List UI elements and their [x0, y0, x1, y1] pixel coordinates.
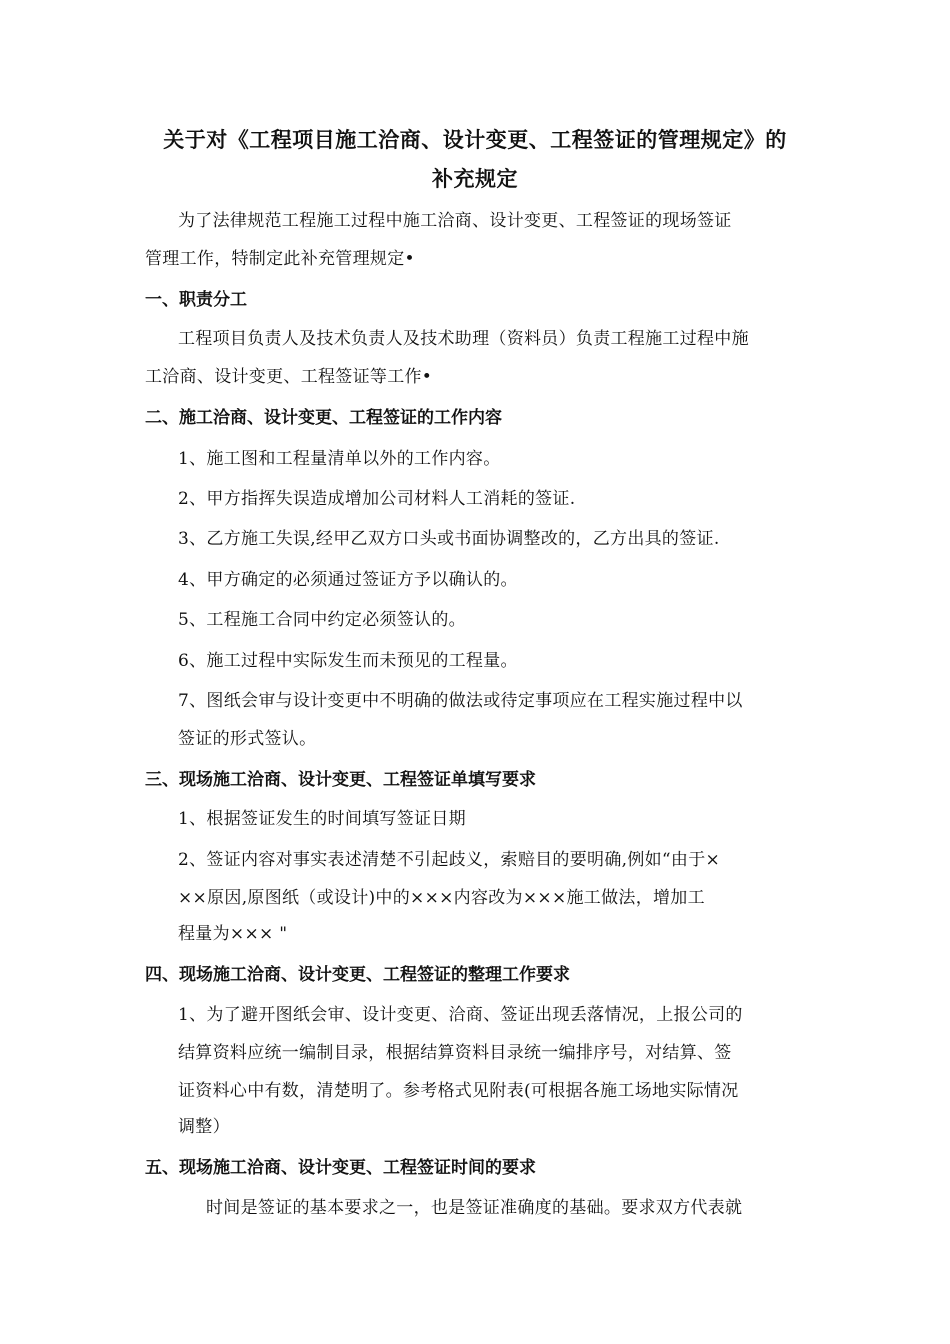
section-2-item-3: 3、乙方施工失误,经甲乙双方口头或书面协调整改的，乙方出具的签证.: [178, 529, 720, 549]
section-2-item-5: 5、工程施工合同中约定必须签认的。: [178, 610, 466, 630]
section-4-item-1-cont-2: 证资料心中有数，清楚明了。参考格式见附表(可根据各施工场地实际情况: [178, 1081, 739, 1101]
section-heading-1: 一、职责分工: [145, 290, 247, 310]
document-title-line-1: 关于对《工程项目施工洽商、设计变更、工程签证的管理规定》的: [163, 128, 787, 152]
section-2-item-1: 1、施工图和工程量清单以外的工作内容。: [178, 449, 501, 469]
section-2-item-7-cont: 签证的形式签认。: [178, 729, 317, 749]
section-2-item-7: 7、图纸会审与设计变更中不明确的做法或待定事项应在工程实施过程中以: [178, 691, 743, 711]
section-2-item-4: 4、甲方确定的必须通过签证方予以确认的。: [178, 570, 518, 590]
section-2-item-2: 2、甲方指挥失误造成增加公司材料人工消耗的签证.: [178, 489, 576, 509]
document-title-line-2: 补充规定: [432, 167, 518, 191]
section-4-item-1-cont-1: 结算资料应统一编制目录，根据结算资料目录统一编排序号，对结算、签: [178, 1043, 732, 1063]
intro-paragraph-line-2: 管理工作，特制定此补充管理规定•: [145, 249, 415, 269]
section-3-item-2-cont-1: ××原因,原图纸（或设计)中的×××内容改为×××施工做法，增加工: [178, 888, 705, 908]
section-3-item-2: 2、签证内容对事实表述清楚不引起歧义，索赔目的要明确,例如“由于×: [178, 850, 721, 870]
section-4-item-1: 1、为了避开图纸会审、设计变更、洽商、签证出现丢落情况，上报公司的: [178, 1005, 743, 1025]
section-5-line-1: 时间是签证的基本要求之一，也是签证准确度的基础。要求双方代表就: [206, 1198, 743, 1218]
section-heading-2: 二、施工洽商、设计变更、工程签证的工作内容: [145, 408, 502, 428]
intro-paragraph-line-1: 为了法律规范工程施工过程中施工洽商、设计变更、工程签证的现场签证: [178, 211, 732, 231]
section-4-item-1-cont-3: 调整）: [178, 1117, 230, 1137]
section-3-item-1: 1、根据签证发生的时间填写签证日期: [178, 809, 466, 829]
section-heading-5: 五、现场施工洽商、设计变更、工程签证时间的要求: [145, 1158, 536, 1178]
section-3-item-2-cont-2: 程量为××× ": [178, 924, 288, 944]
section-2-item-6: 6、施工过程中实际发生而未预见的工程量。: [178, 651, 518, 671]
section-1-line-1: 工程项目负责人及技术负责人及技术助理（资料员）负责工程施工过程中施: [178, 329, 749, 349]
section-heading-4: 四、现场施工洽商、设计变更、工程签证的整理工作要求: [145, 965, 570, 985]
section-heading-3: 三、现场施工洽商、设计变更、工程签证单填写要求: [145, 770, 536, 790]
section-1-line-2: 工洽商、设计变更、工程签证等工作•: [145, 367, 433, 387]
